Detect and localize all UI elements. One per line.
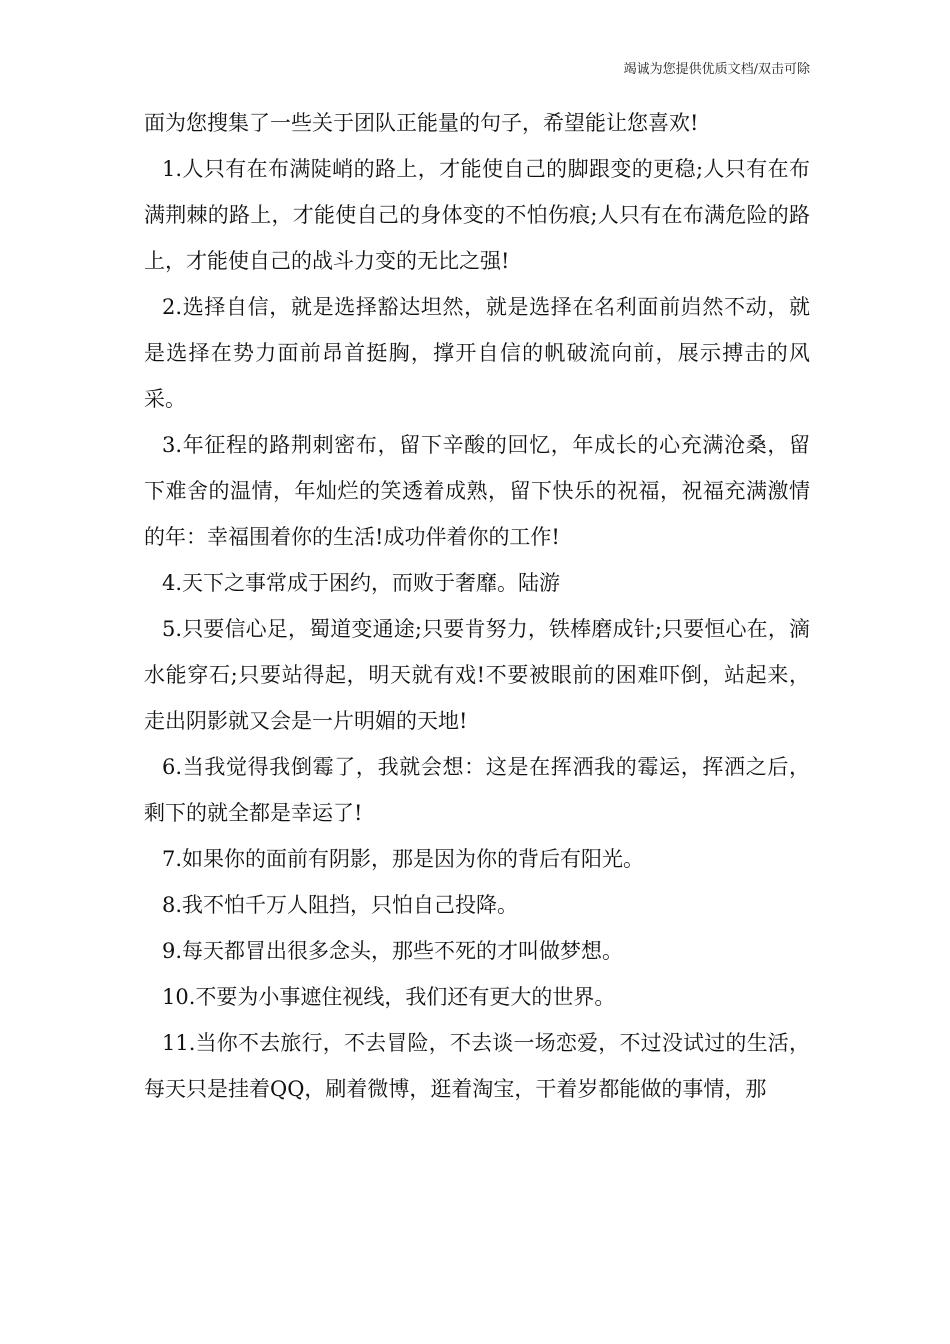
- list-item: 2.选择自信，就是选择豁达坦然，就是选择在名利面前岿然不动，就是选择在势力面前昂首挺胸，撑开自信的帆破流向前，展示搏击的风采。: [144, 295, 810, 411]
- list-item: 1.人只有在布满陡峭的路上，才能使自己的脚跟变的更稳;人只有在布满荆棘的路上，才能使自己的身体变的不怕伤痕;人只有在布满危险的路上，才能使自己的战斗力变的无比之强!: [144, 157, 810, 273]
- list-item: 11.当你不去旅行，不去冒险，不去谈一场恋爱，不过没试过的生活，每天只是挂着QQ，刷着微博，逛着淘宝，干着岁都能做的事情，那: [144, 1031, 810, 1101]
- document-body: [144, 100, 810, 1112]
- list-item: 7.如果你的面前有阴影，那是因为你的背后有阳光。: [162, 847, 645, 871]
- list-item: 8.我不怕千万人阻挡，只怕自己投降。: [162, 893, 519, 917]
- list-item: 6.当我觉得我倒霉了，我就会想：这是在挥洒我的霉运，挥洒之后，剩下的就全都是幸运了!: [144, 755, 810, 825]
- list-item: 4.天下之事常成于困约，而败于奢靡。陆游: [162, 571, 561, 595]
- header-note: 竭诚为您提供优质文档/双击可除: [623, 62, 810, 77]
- list-item: 9.每天都冒出很多念头，那些不死的才叫做梦想。: [162, 939, 624, 963]
- list-item: 5.只要信心足，蜀道变通途;只要肯努力，铁棒磨成针;只要恒心在，滴水能穿石;只要站得起，明天就有戏!不要被眼前的困难吓倒，站起来，走出阴影就又会是一片明媚的天地!: [144, 617, 810, 733]
- list-item: 10.不要为小事遮住视线，我们还有更大的世界。: [162, 985, 616, 1009]
- intro-paragraph: 面为您搜集了一些关于团队正能量的句子，希望能让您喜欢!: [144, 111, 699, 135]
- list-item: 3.年征程的路荆刺密布，留下辛酸的回忆，年成长的心充满沧桑，留下难舍的温情，年灿烂的笑透着成熟，留下快乐的祝福，祝福充满激情的年：幸福围着你的生活!成功伴着你的工作!: [144, 433, 810, 549]
